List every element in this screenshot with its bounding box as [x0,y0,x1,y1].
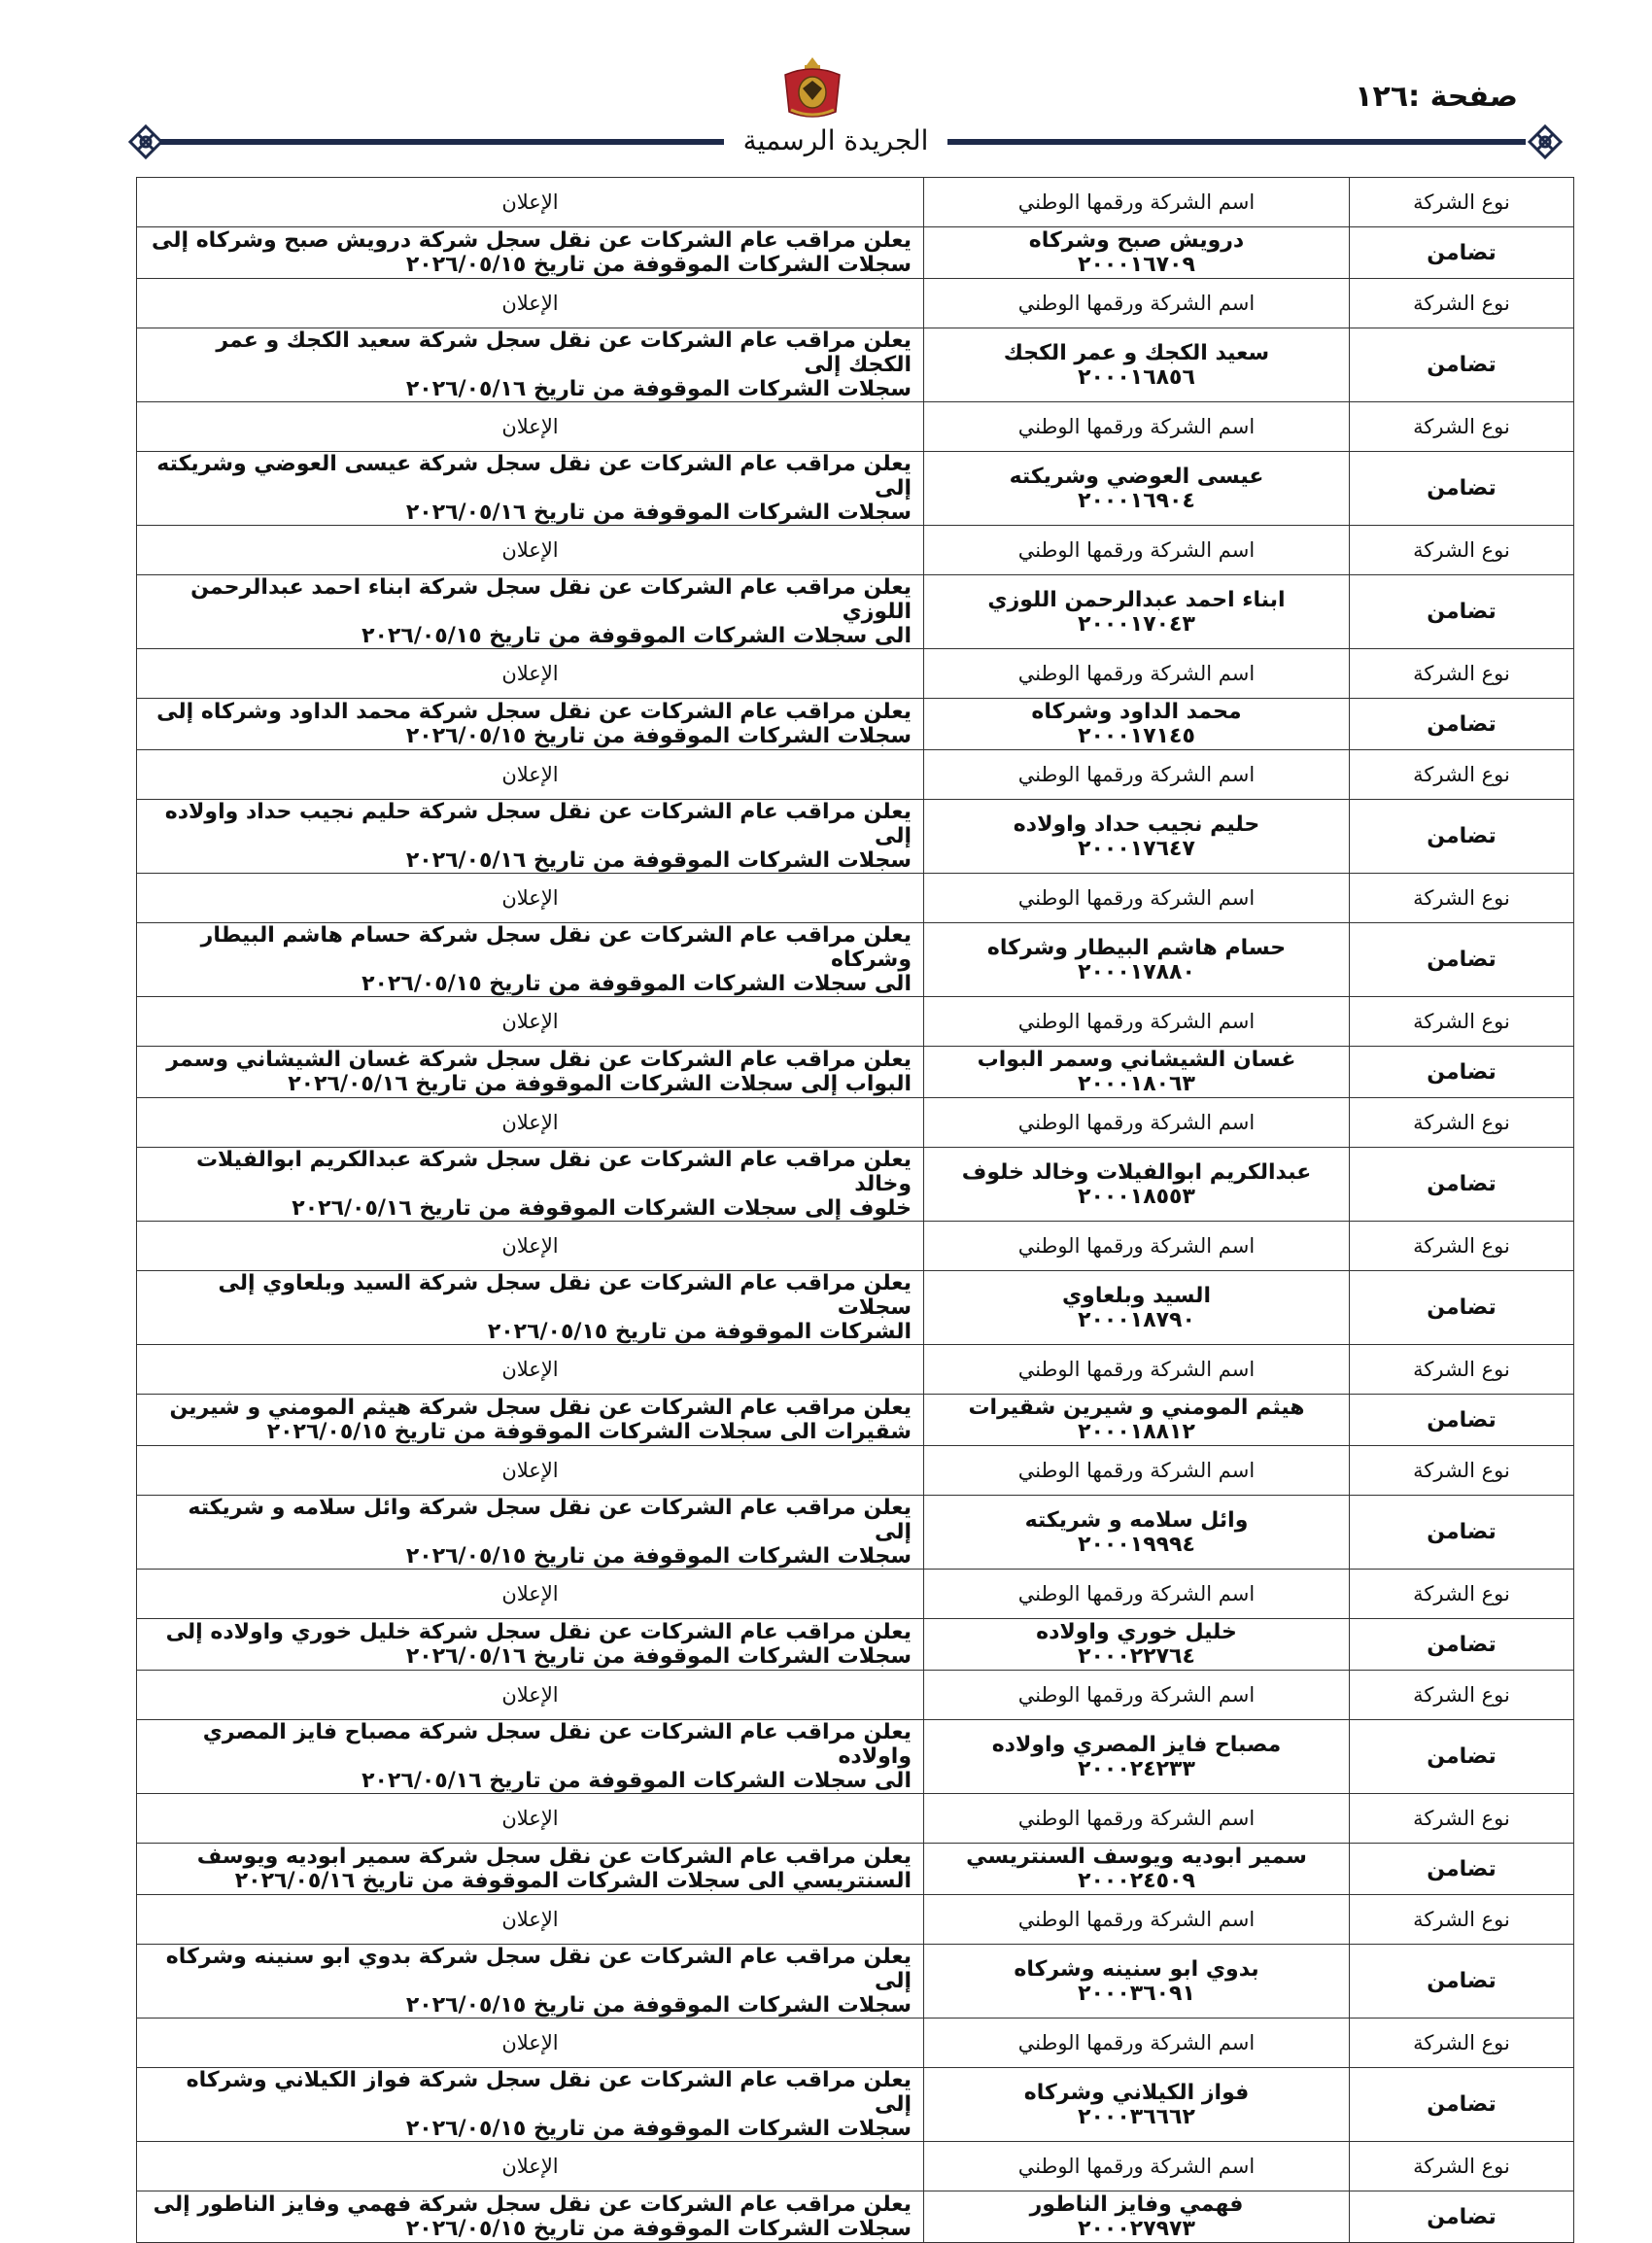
header-notice: الإعلان [137,1671,924,1720]
coat-of-arms-icon [777,53,847,121]
table-header-row [137,1345,1574,1395]
company-type: تضامن [1350,800,1574,874]
header-notice: الإعلان [137,1895,924,1945]
header-company-type: نوع الشركة [1350,1098,1574,1148]
company-type: تضامن [1350,1395,1574,1446]
notice-line-1: يعلن مراقب عام الشركات عن نقل سجل شركة وائل سلامه و شريكته إلى [188,1496,912,1544]
header-company-type: نوع الشركة [1350,1895,1574,1945]
table-row [137,1395,1574,1446]
table-row [137,575,1574,649]
header-company-type: نوع الشركة [1350,649,1574,699]
company-type: تضامن [1350,328,1574,402]
notice-line-2: سجلات الشركات الموقوفة من تاريخ ٢٠٢٦/٠٥/١٥ [405,2217,912,2241]
notice-line-1: يعلن مراقب عام الشركات عن نقل سجل شركة السيد وبلعاوي إلى سجلات [218,1271,912,1320]
company-name: مصباح فايز المصري واولاده [991,1732,1282,1757]
table-header-row [137,874,1574,923]
company-name-cell [924,2191,1350,2243]
header-company-name: اسم الشركة ورقمها الوطني [924,649,1350,699]
notice-line-2: الى سجلات الشركات الموقوفة من تاريخ ٢٠٢٦/٠٥/١٥ [361,624,912,648]
company-name: محمد الداود وشركاه [1031,700,1242,724]
notice-line-1: يعلن مراقب عام الشركات عن نقل سجل شركة عبدالكريم ابوالفيلات وخالد [195,1148,912,1196]
company-name-cell [924,452,1350,526]
company-name-cell [924,923,1350,997]
table-row [137,1047,1574,1098]
header-notice: الإعلان [137,874,924,923]
company-name-cell [924,1844,1350,1895]
header-rule-left [160,139,724,145]
company-name: السيد وبلعاوي [1062,1283,1211,1308]
table-row [137,1720,1574,1794]
notice-line-2: سجلات الشركات الموقوفة من تاريخ ٢٠٢٦/٠٥/١٦ [405,377,912,401]
table-header-row [137,1446,1574,1496]
company-type: تضامن [1350,699,1574,750]
notice-line-1: يعلن مراقب عام الشركات عن نقل سجل شركة عيسى العوضي وشريكته إلى [156,452,912,500]
notice-cell [137,1945,924,2019]
header-company-type: نوع الشركة [1350,2019,1574,2068]
notice-line-1: يعلن مراقب عام الشركات عن نقل سجل شركة خليل خوري واولاده إلى [165,1620,912,1644]
header-company-type: نوع الشركة [1350,1794,1574,1844]
header-company-type: نوع الشركة [1350,1570,1574,1619]
header-notice: الإعلان [137,649,924,699]
header-notice: الإعلان [137,1098,924,1148]
header-company-name: اسم الشركة ورقمها الوطني [924,1794,1350,1844]
company-name: خليل خوري واولاده [1036,1620,1237,1644]
header-company-name: اسم الشركة ورقمها الوطني [924,526,1350,575]
header-company-name: اسم الشركة ورقمها الوطني [924,1446,1350,1496]
company-name-cell [924,227,1350,279]
notice-cell [137,1619,924,1671]
table-row [137,328,1574,402]
notice-line-2: سجلات الشركات الموقوفة من تاريخ ٢٠٢٦/٠٥/١٥ [405,724,912,748]
header-company-type: نوع الشركة [1350,279,1574,328]
header-company-name: اسم الشركة ورقمها الوطني [924,279,1350,328]
notice-line-2: خلوف إلى سجلات الشركات الموقوفة من تاريخ ٢٠٢٦/٠٥/١٦ [292,1196,912,1221]
company-name: وائل سلامه و شريكته [1024,1507,1249,1533]
company-type: تضامن [1350,1945,1574,2019]
company-type: تضامن [1350,1844,1574,1895]
notice-line-2: البواب إلى سجلات الشركات الموقوفة من تاريخ ٢٠٢٦/٠٥/١٦ [288,1072,912,1096]
notice-cell [137,227,924,279]
table-row [137,800,1574,874]
company-number: ٢٠٠٠٣٦٠٩١ [1078,1981,1195,2006]
company-number: ٢٠٠٠٢٧٩٧٣ [1078,2217,1195,2241]
header-company-name: اسم الشركة ورقمها الوطني [924,1895,1350,1945]
company-number: ٢٠٠٠١٦٩٠٤ [1078,488,1195,513]
table-row [137,1945,1574,2019]
notice-line-1: يعلن مراقب عام الشركات عن نقل سجل شركة محمد الداود وشركاه إلى [156,700,912,724]
table-header-row [137,1671,1574,1720]
company-number: ٢٠٠٠٢٤٢٣٣ [1078,1756,1195,1781]
company-name-cell [924,1271,1350,1345]
notice-cell [137,1047,924,1098]
company-number: ٢٠٠٠١٨٠٦٣ [1078,1072,1195,1096]
header-notice: الإعلان [137,750,924,800]
company-number: ٢٠٠٠١٧٠٤٣ [1078,611,1195,637]
company-type: تضامن [1350,1619,1574,1671]
notice-cell [137,1148,924,1222]
header-company-type: نوع الشركة [1350,402,1574,452]
company-name-cell [924,699,1350,750]
header-notice: الإعلان [137,1794,924,1844]
header-notice: الإعلان [137,997,924,1047]
company-name-cell [924,1619,1350,1671]
company-name-cell [924,2068,1350,2142]
company-name-cell [924,800,1350,874]
notice-line-1: يعلن مراقب عام الشركات عن نقل سجل شركة هيثم المومني و شيرين [169,1396,912,1420]
notice-line-2: سجلات الشركات الموقوفة من تاريخ ٢٠٢٦/٠٥/١٦ [405,500,912,525]
notice-cell [137,1844,924,1895]
company-type: تضامن [1350,452,1574,526]
notice-cell [137,699,924,750]
company-name-cell [924,1720,1350,1794]
notice-line-2: سجلات الشركات الموقوفة من تاريخ ٢٠٢٦/٠٥/١٦ [405,1644,912,1669]
notice-cell [137,1271,924,1345]
notice-line-1: يعلن مراقب عام الشركات عن نقل سجل شركة مصباح فايز المصري واولاده [202,1720,912,1769]
notice-line-1: يعلن مراقب عام الشركات عن نقل سجل شركة غسان الشيشاني وسمر [166,1048,912,1072]
header-company-type: نوع الشركة [1350,1446,1574,1496]
table-header-row [137,2142,1574,2191]
company-name-cell [924,575,1350,649]
company-type: تضامن [1350,1047,1574,1098]
header-company-name: اسم الشركة ورقمها الوطني [924,2019,1350,2068]
header-notice: الإعلان [137,279,924,328]
notice-cell [137,2191,924,2243]
table-header-row [137,1222,1574,1271]
table-header-row [137,997,1574,1047]
notice-cell [137,1720,924,1794]
table-header-row [137,1570,1574,1619]
company-name: بدوي ابو سنينه وشركاه [1014,1956,1259,1982]
notice-line-2: سجلات الشركات الموقوفة من تاريخ ٢٠٢٦/٠٥/١٥ [405,1544,912,1569]
company-number: ٢٠٠٠١٧٦٤٧ [1078,836,1195,861]
company-type: تضامن [1350,575,1574,649]
header-company-type: نوع الشركة [1350,1222,1574,1271]
header-company-name: اسم الشركة ورقمها الوطني [924,1222,1350,1271]
table-header-row [137,2019,1574,2068]
company-number: ٢٠٠٠١٦٧٠٩ [1078,253,1195,277]
company-name: سمير ابوديه ويوسف السنتريسي [966,1845,1307,1869]
notice-line-1: يعلن مراقب عام الشركات عن نقل سجل شركة حليم نجيب حداد واولاده إلى [164,800,912,848]
table-header-row [137,1098,1574,1148]
header-company-type: نوع الشركة [1350,1345,1574,1395]
header-company-name: اسم الشركة ورقمها الوطني [924,402,1350,452]
ornament-knot-icon [1526,122,1565,161]
company-type: تضامن [1350,1720,1574,1794]
notice-line-1: يعلن مراقب عام الشركات عن نقل سجل شركة بدوي ابو سنينه وشركاه إلى [165,1945,912,1993]
company-type: تضامن [1350,2068,1574,2142]
header-notice: الإعلان [137,2019,924,2068]
table-header-row [137,750,1574,800]
table-row [137,227,1574,279]
header-company-name: اسم الشركة ورقمها الوطني [924,1671,1350,1720]
company-name: عيسى العوضي وشريكته [1009,464,1264,489]
company-type: تضامن [1350,227,1574,279]
header-company-type: نوع الشركة [1350,526,1574,575]
notice-line-2: السنتريسي الى سجلات الشركات الموقوفة من تاريخ ٢٠٢٦/٠٥/١٦ [234,1869,912,1893]
header-notice: الإعلان [137,1345,924,1395]
notice-cell [137,800,924,874]
table-row [137,1844,1574,1895]
header-notice: الإعلان [137,1222,924,1271]
table-row [137,1619,1574,1671]
company-name: درويش صبح وشركاه [1028,228,1245,253]
company-name-cell [924,1945,1350,2019]
company-number: ٢٠٠٠٣٦٦٦٢ [1078,2104,1195,2129]
header-notice: الإعلان [137,1570,924,1619]
company-number: ٢٠٠٠١٦٨٥٦ [1078,364,1195,390]
company-number: ٢٠٠٠١٩٩٩٤ [1078,1532,1195,1557]
table-row [137,923,1574,997]
company-type: تضامن [1350,1496,1574,1570]
table-row [137,1496,1574,1570]
company-name: حليم نجيب حداد واولاده [1013,811,1260,837]
company-number: ٢٠٠٠١٧١٤٥ [1078,724,1195,748]
company-name: فواز الكيلاني وشركاه [1023,2080,1250,2105]
company-name: هيثم المومني و شيرين شقيرات [968,1396,1305,1420]
table-row [137,2191,1574,2243]
table-row [137,452,1574,526]
table-header-row [137,649,1574,699]
notice-line-1: يعلن مراقب عام الشركات عن نقل سجل شركة سعيد الكجك و عمر الكجك إلى [216,328,912,377]
table-row [137,699,1574,750]
table-header-row [137,178,1574,227]
notice-line-1: يعلن مراقب عام الشركات عن نقل سجل شركة فهمي وفايز الناطور إلى [153,2192,912,2217]
notice-cell [137,923,924,997]
company-name: عبدالكريم ابوالفيلات وخالد خلوف [961,1159,1312,1185]
header-notice: الإعلان [137,526,924,575]
header-company-type: نوع الشركة [1350,874,1574,923]
notice-line-2: سجلات الشركات الموقوفة من تاريخ ٢٠٢٦/٠٥/١٦ [405,848,912,873]
notice-cell [137,328,924,402]
header-company-name: اسم الشركة ورقمها الوطني [924,2142,1350,2191]
company-name: فهمي وفايز الناطور [1029,2192,1244,2217]
company-number: ٢٠٠٠١٨٧٩٠ [1078,1307,1195,1332]
page-number: صفحة :١٢٦ [1355,80,1518,114]
table-row [137,2068,1574,2142]
header-company-type: نوع الشركة [1350,2142,1574,2191]
notice-line-2: الشركات الموقوفة من تاريخ ٢٠٢٦/٠٥/١٥ [487,1320,912,1344]
header-notice: الإعلان [137,2142,924,2191]
header-company-name: اسم الشركة ورقمها الوطني [924,1098,1350,1148]
notice-line-2: سجلات الشركات الموقوفة من تاريخ ٢٠٢٦/٠٥/١٥ [405,1993,912,2018]
table-row [137,1271,1574,1345]
notice-line-1: يعلن مراقب عام الشركات عن نقل سجل شركة حسام هاشم البيطار وشركاه [200,923,912,972]
header-notice: الإعلان [137,1446,924,1496]
notice-cell [137,575,924,649]
company-name: ابناء احمد عبدالرحمن اللوزي [987,587,1286,612]
header-notice: الإعلان [137,178,924,227]
header-company-name: اسم الشركة ورقمها الوطني [924,997,1350,1047]
header-rule-right [947,139,1526,145]
table-header-row [137,279,1574,328]
gazette-title: الجريدة الرسمية [742,124,929,156]
company-name: غسان الشيشاني وسمر البواب [977,1048,1296,1072]
company-type: تضامن [1350,1148,1574,1222]
header-company-type: نوع الشركة [1350,750,1574,800]
company-name: سعيد الكجك و عمر الكجك [1003,340,1270,365]
company-name-cell [924,1148,1350,1222]
header-company-type: نوع الشركة [1350,178,1574,227]
header-company-name: اسم الشركة ورقمها الوطني [924,1570,1350,1619]
company-name-cell [924,1496,1350,1570]
header-company-name: اسم الشركة ورقمها الوطني [924,178,1350,227]
company-name-cell [924,1047,1350,1098]
notice-line-2: سجلات الشركات الموقوفة من تاريخ ٢٠٢٦/٠٥/١٥ [405,2117,912,2141]
notice-line-2: الى سجلات الشركات الموقوفة من تاريخ ٢٠٢٦/٠٥/١٥ [361,972,912,996]
notice-line-2: سجلات الشركات الموقوفة من تاريخ ٢٠٢٦/٠٥/١٥ [405,253,912,277]
notice-line-2: الى سجلات الشركات الموقوفة من تاريخ ٢٠٢٦/٠٥/١٦ [361,1769,912,1793]
company-number: ٢٠٠٠١٧٨٨٠ [1078,959,1195,984]
notice-cell [137,1496,924,1570]
notice-cell [137,1395,924,1446]
company-number: ٢٠٠٠٢٢٧٦٤ [1078,1644,1195,1669]
table-header-row [137,1794,1574,1844]
notice-line-2: شقيرات الى سجلات الشركات الموقوفة من تاريخ ٢٠٢٦/٠٥/١٥ [266,1420,912,1444]
table-header-row [137,1895,1574,1945]
notice-line-1: يعلن مراقب عام الشركات عن نقل سجل شركة فواز الكيلاني وشركاه إلى [186,2068,912,2117]
header-company-name: اسم الشركة ورقمها الوطني [924,750,1350,800]
company-number: ٢٠٠٠١٨٨١٢ [1078,1420,1195,1444]
company-number: ٢٠٠٠٢٤٥٠٩ [1078,1869,1195,1893]
notice-line-1: يعلن مراقب عام الشركات عن نقل سجل شركة ابناء احمد عبدالرحمن اللوزي [190,575,912,624]
header-company-name: اسم الشركة ورقمها الوطني [924,874,1350,923]
table-row [137,1148,1574,1222]
header-company-type: نوع الشركة [1350,1671,1574,1720]
header-company-name: اسم الشركة ورقمها الوطني [924,1345,1350,1395]
company-name-cell [924,1395,1350,1446]
company-name-cell [924,328,1350,402]
company-name: حسام هاشم البيطار وشركاه [986,935,1287,960]
notice-line-1: يعلن مراقب عام الشركات عن نقل سجل شركة سمير ابوديه ويوسف [196,1845,912,1869]
company-type: تضامن [1350,1271,1574,1345]
companies-notice-table [136,177,1574,2243]
table-header-row [137,526,1574,575]
header-company-type: نوع الشركة [1350,997,1574,1047]
company-type: تضامن [1350,2191,1574,2243]
company-type: تضامن [1350,923,1574,997]
ornament-knot-icon [126,122,165,161]
company-number: ٢٠٠٠١٨٥٥٣ [1078,1184,1195,1209]
table-header-row [137,402,1574,452]
notice-cell [137,452,924,526]
header-notice: الإعلان [137,402,924,452]
notice-line-1: يعلن مراقب عام الشركات عن نقل سجل شركة درويش صبح وشركاه إلى [151,228,912,253]
notice-cell [137,2068,924,2142]
